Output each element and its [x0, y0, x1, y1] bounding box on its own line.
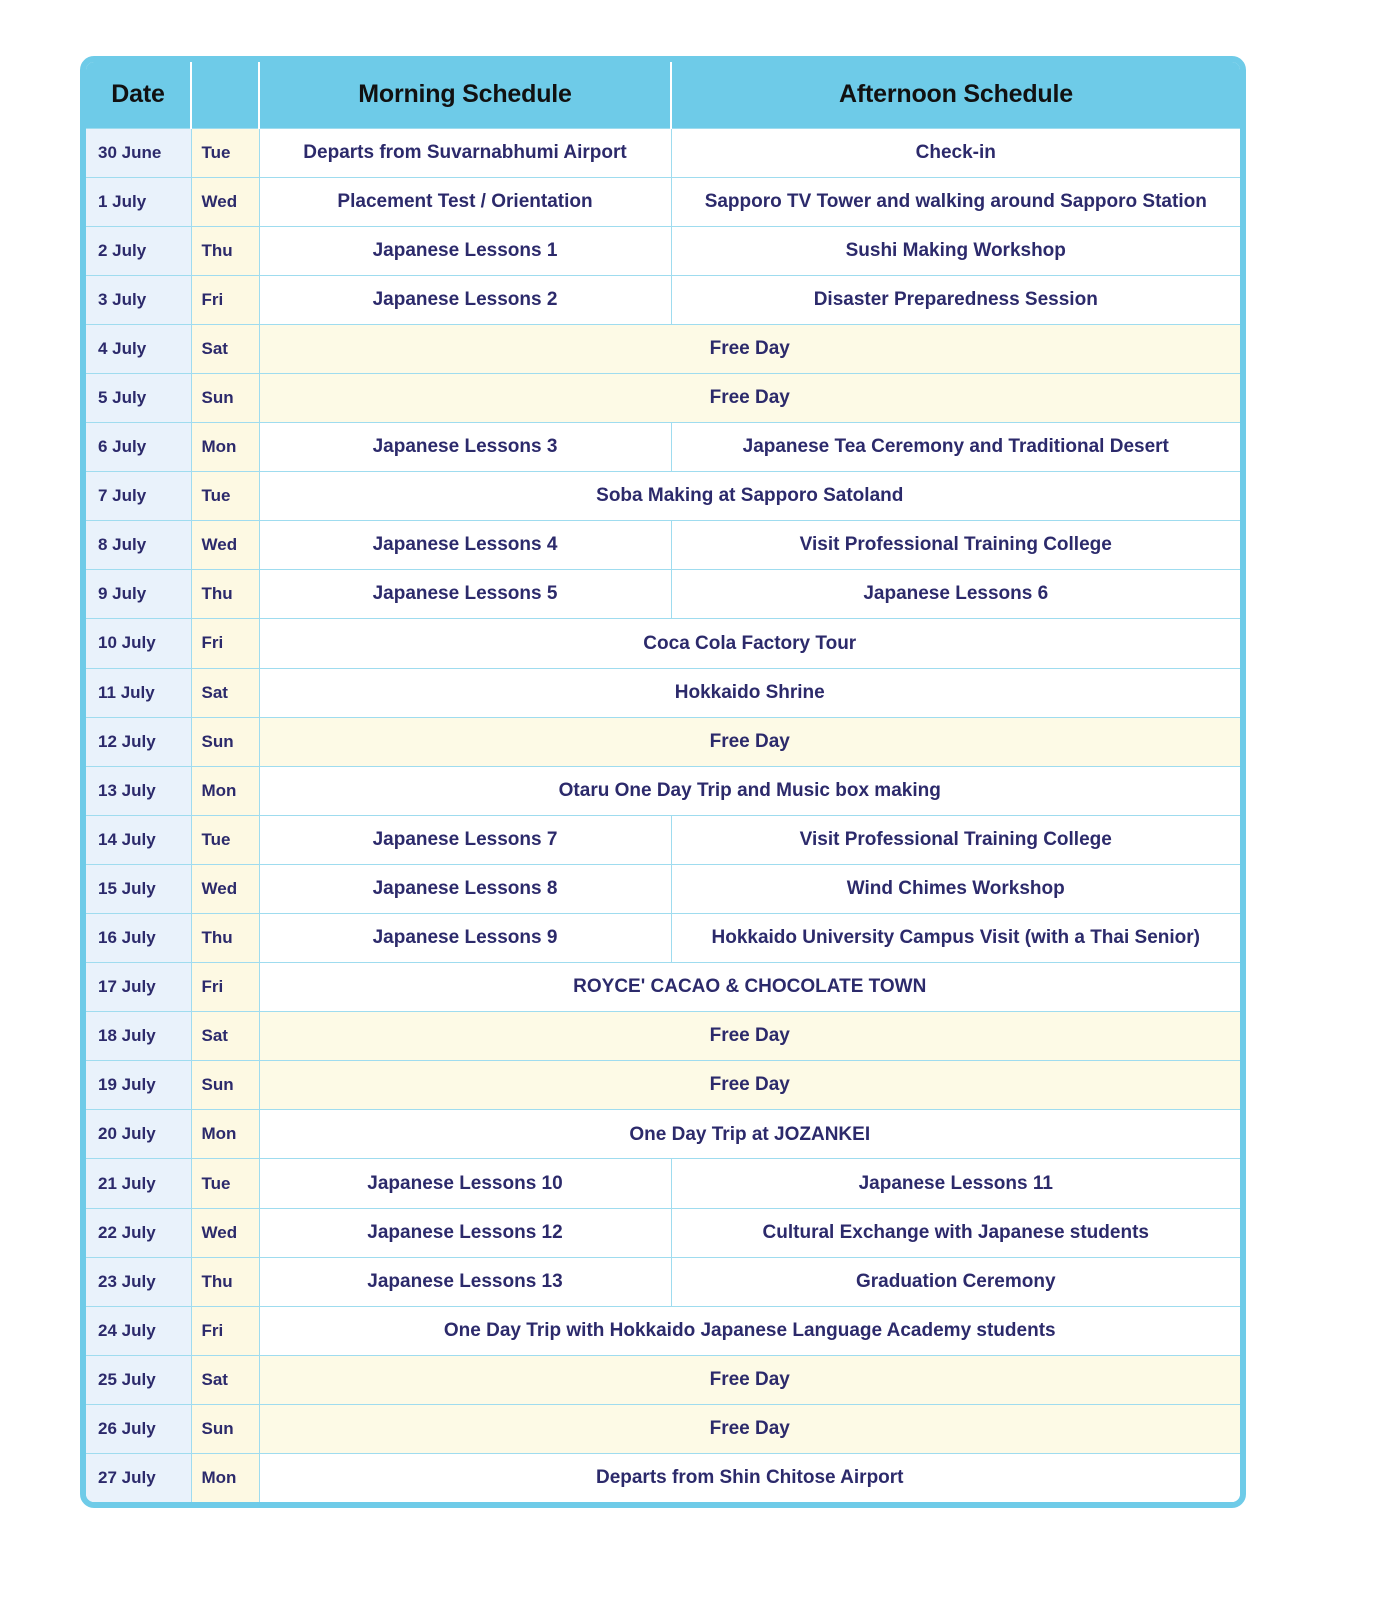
cell-date: 25 July: [86, 1355, 191, 1404]
cell-morning: Japanese Lessons 4: [259, 521, 671, 570]
cell-afternoon: Visit Professional Training College: [671, 521, 1240, 570]
table-row: [86, 717, 1240, 766]
cell-date: 11 July: [86, 668, 191, 717]
cell-full-day-activity: Departs from Shin Chitose Airport: [259, 1454, 1240, 1502]
table-row: [86, 373, 1240, 422]
cell-day: Thu: [191, 914, 259, 963]
cell-afternoon: Graduation Ceremony: [671, 1257, 1240, 1306]
table-header: [86, 62, 1240, 128]
cell-morning: Japanese Lessons 1: [259, 226, 671, 275]
cell-date: 3 July: [86, 275, 191, 324]
table-row: [86, 1306, 1240, 1355]
table-row: [86, 864, 1240, 913]
cell-date: 24 July: [86, 1306, 191, 1355]
cell-morning: Departs from Suvarnabhumi Airport: [259, 128, 671, 177]
cell-date: 22 July: [86, 1208, 191, 1257]
cell-date: 6 July: [86, 423, 191, 472]
cell-full-day-activity: ROYCE' CACAO & CHOCOLATE TOWN: [259, 963, 1240, 1012]
cell-day: Sun: [191, 373, 259, 422]
table-row: [86, 1012, 1240, 1061]
cell-free-day: Free Day: [259, 373, 1240, 422]
cell-afternoon: Cultural Exchange with Japanese students: [671, 1208, 1240, 1257]
cell-date: 9 July: [86, 570, 191, 619]
cell-afternoon: Hokkaido University Campus Visit (with a Thai Senior): [671, 914, 1240, 963]
cell-full-day-activity: Otaru One Day Trip and Music box making: [259, 766, 1240, 815]
cell-date: 17 July: [86, 963, 191, 1012]
cell-date: 21 July: [86, 1159, 191, 1208]
cell-morning: Japanese Lessons 8: [259, 864, 671, 913]
table-row: [86, 472, 1240, 521]
cell-date: 16 July: [86, 914, 191, 963]
cell-date: 15 July: [86, 864, 191, 913]
table-row: [86, 766, 1240, 815]
cell-day: Fri: [191, 1306, 259, 1355]
table-row: [86, 1404, 1240, 1453]
table-row: [86, 668, 1240, 717]
cell-full-day-activity: Coca Cola Factory Tour: [259, 619, 1240, 668]
table-row: [86, 1110, 1240, 1159]
cell-day: Sat: [191, 324, 259, 373]
cell-day: Thu: [191, 226, 259, 275]
column-header-afternoon: Afternoon Schedule: [671, 62, 1240, 128]
cell-full-day-activity: Hokkaido Shrine: [259, 668, 1240, 717]
cell-day: Tue: [191, 128, 259, 177]
cell-free-day: Free Day: [259, 1355, 1240, 1404]
cell-afternoon: Sushi Making Workshop: [671, 226, 1240, 275]
cell-free-day: Free Day: [259, 1012, 1240, 1061]
cell-date: 5 July: [86, 373, 191, 422]
table-row: [86, 570, 1240, 619]
table-row: [86, 963, 1240, 1012]
cell-date: 30 June: [86, 128, 191, 177]
cell-date: 20 July: [86, 1110, 191, 1159]
cell-date: 8 July: [86, 521, 191, 570]
cell-free-day: Free Day: [259, 1404, 1240, 1453]
cell-day: Sun: [191, 717, 259, 766]
cell-date: 2 July: [86, 226, 191, 275]
table-row: [86, 177, 1240, 226]
cell-day: Mon: [191, 766, 259, 815]
cell-morning: Placement Test / Orientation: [259, 177, 671, 226]
cell-date: 12 July: [86, 717, 191, 766]
cell-day: Fri: [191, 275, 259, 324]
table-row: [86, 128, 1240, 177]
cell-morning: Japanese Lessons 13: [259, 1257, 671, 1306]
cell-day: Wed: [191, 1208, 259, 1257]
table-row: [86, 423, 1240, 472]
cell-free-day: Free Day: [259, 717, 1240, 766]
cell-morning: Japanese Lessons 5: [259, 570, 671, 619]
cell-day: Mon: [191, 1110, 259, 1159]
table-row: [86, 815, 1240, 864]
cell-free-day: Free Day: [259, 1061, 1240, 1110]
cell-date: 26 July: [86, 1404, 191, 1453]
cell-date: 7 July: [86, 472, 191, 521]
cell-day: Wed: [191, 177, 259, 226]
table-row: [86, 1454, 1240, 1502]
cell-day: Mon: [191, 1454, 259, 1502]
table-row: [86, 521, 1240, 570]
cell-day: Fri: [191, 619, 259, 668]
cell-afternoon: Disaster Preparedness Session: [671, 275, 1240, 324]
table-row: [86, 1208, 1240, 1257]
table-row: [86, 914, 1240, 963]
schedule-table: [86, 62, 1240, 1502]
cell-free-day: Free Day: [259, 324, 1240, 373]
cell-day: Sun: [191, 1061, 259, 1110]
cell-day: Tue: [191, 1159, 259, 1208]
table-row: [86, 1355, 1240, 1404]
cell-date: 27 July: [86, 1454, 191, 1502]
cell-day: Tue: [191, 815, 259, 864]
cell-morning: Japanese Lessons 9: [259, 914, 671, 963]
cell-afternoon: Check-in: [671, 128, 1240, 177]
cell-day: Sat: [191, 668, 259, 717]
cell-morning: Japanese Lessons 2: [259, 275, 671, 324]
cell-day: Wed: [191, 864, 259, 913]
cell-morning: Japanese Lessons 10: [259, 1159, 671, 1208]
cell-day: Fri: [191, 963, 259, 1012]
cell-day: Mon: [191, 423, 259, 472]
table-row: [86, 226, 1240, 275]
cell-full-day-activity: Soba Making at Sapporo Satoland: [259, 472, 1240, 521]
cell-afternoon: Wind Chimes Workshop: [671, 864, 1240, 913]
cell-date: 1 July: [86, 177, 191, 226]
table-body: [86, 128, 1240, 1502]
schedule-table-frame: [80, 56, 1246, 1508]
cell-date: 19 July: [86, 1061, 191, 1110]
cell-date: 4 July: [86, 324, 191, 373]
cell-morning: Japanese Lessons 3: [259, 423, 671, 472]
column-header-morning: Morning Schedule: [259, 62, 671, 128]
table-row: [86, 1159, 1240, 1208]
cell-full-day-activity: One Day Trip at JOZANKEI: [259, 1110, 1240, 1159]
cell-day: Sat: [191, 1012, 259, 1061]
cell-date: 18 July: [86, 1012, 191, 1061]
cell-day: Thu: [191, 1257, 259, 1306]
cell-day: Thu: [191, 570, 259, 619]
cell-afternoon: Japanese Tea Ceremony and Traditional Desert: [671, 423, 1240, 472]
cell-date: 14 July: [86, 815, 191, 864]
cell-day: Sat: [191, 1355, 259, 1404]
cell-date: 13 July: [86, 766, 191, 815]
table-row: [86, 275, 1240, 324]
cell-date: 10 July: [86, 619, 191, 668]
cell-full-day-activity: One Day Trip with Hokkaido Japanese Language Academy students: [259, 1306, 1240, 1355]
cell-afternoon: Visit Professional Training College: [671, 815, 1240, 864]
cell-day: Tue: [191, 472, 259, 521]
cell-morning: Japanese Lessons 7: [259, 815, 671, 864]
table-row: [86, 1061, 1240, 1110]
cell-afternoon: Japanese Lessons 6: [671, 570, 1240, 619]
table-row: [86, 1257, 1240, 1306]
cell-morning: Japanese Lessons 12: [259, 1208, 671, 1257]
cell-afternoon: Sapporo TV Tower and walking around Sapporo Station: [671, 177, 1240, 226]
cell-afternoon: Japanese Lessons 11: [671, 1159, 1240, 1208]
column-header-day: [191, 62, 259, 128]
column-header-date: Date: [86, 62, 191, 128]
header-row: [86, 62, 1240, 128]
cell-date: 23 July: [86, 1257, 191, 1306]
cell-day: Sun: [191, 1404, 259, 1453]
table-row: [86, 324, 1240, 373]
cell-day: Wed: [191, 521, 259, 570]
table-row: [86, 619, 1240, 668]
